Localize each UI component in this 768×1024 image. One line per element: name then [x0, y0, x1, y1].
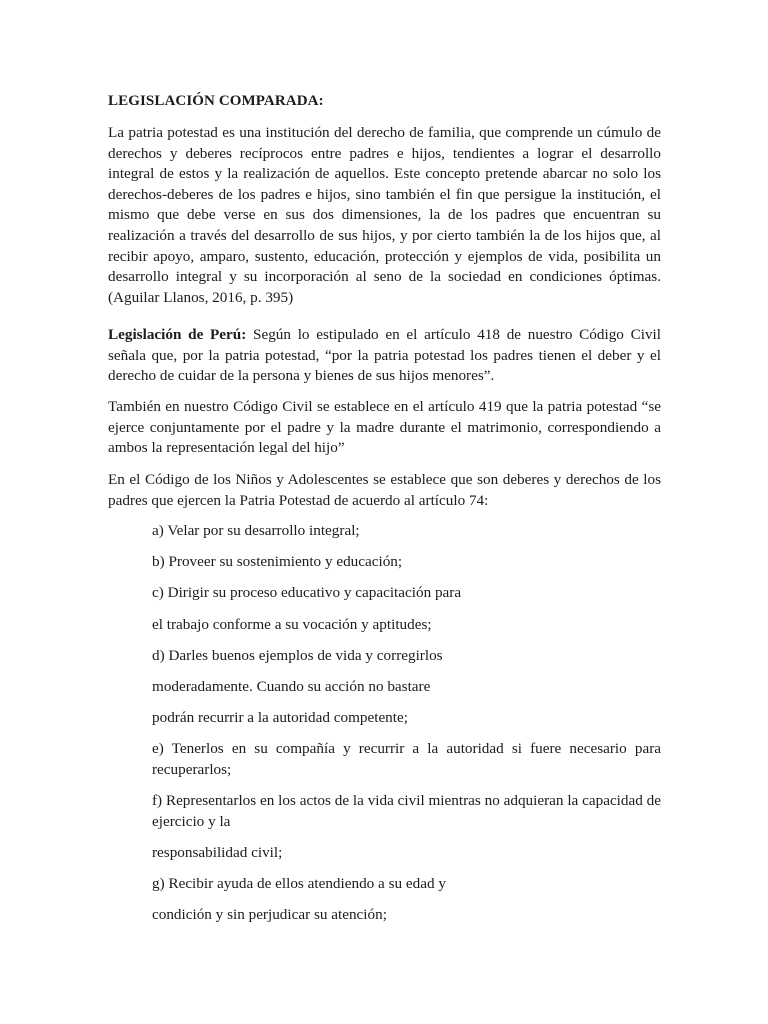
list-item-continuation: podrán recurrir a la autoridad competente;	[152, 709, 408, 726]
peru-legislation-text: Según lo estipulado en el artículo 418 de nuestro Código Civil señala que, por la patria potestad, “por la patria potestad los padres tienen el deber y el derecho de cuidar de la persona y bienes de sus hijos menores”.	[108, 326, 661, 385]
list-item: g) Recibir ayuda de ellos atendiendo a su edad y	[152, 875, 446, 892]
list-item-continuation: responsabilidad civil;	[152, 844, 283, 861]
article-419-paragraph: También en nuestro Código Civil se establece en el artículo 419 que la patria potestad “se ejerce conjuntamente por el padre y la madre durante el matrimonio, correspondiendo a ambos la representación legal del hijo”	[108, 398, 661, 457]
peru-legislation-label: Legislación de Perú:	[108, 326, 247, 343]
section-heading: LEGISLACIÓN COMPARADA:	[108, 93, 324, 109]
list-item-continuation: el trabajo conforme a su vocación y aptitudes;	[152, 616, 432, 633]
list-item-continuation: moderadamente. Cuando su acción no bastare	[152, 678, 431, 695]
list-item: d) Darles buenos ejemplos de vida y corregirlos	[152, 647, 443, 664]
list-item: c) Dirigir su proceso educativo y capacitación para	[152, 584, 462, 601]
peru-legislation-paragraph	[108, 325, 661, 387]
children-code-intro: En el Código de los Niños y Adolescentes se establece que son deberes y derechos de los padres que ejercen la Patria Potestad de acuerdo al artículo 74:	[108, 471, 661, 509]
intro-paragraph: La patria potestad es una institución del derecho de familia, que comprende un cúmulo de derechos y deberes recíprocos entre padres e hijos, tendientes a lograr el desarrollo integral de estos y la realización de aquellos. Este concepto pretende abarcar no solo los derechos-deberes de los padres e hijos, sino también el fin que persigue la institución, el mismo que debe verse en sus dos dimensiones, la de los padres que encuentran su realización a través del desarrollo de sus hijos, y por cierto también la de los hijos que, al recibir apoyo, amparo, sustento, educación, protección y ejemplos de vida, posibilita un desarrollo integral y su incorporación al seno de la sociedad en condiciones óptimas. (Aguilar Llanos, 2016, p. 395)	[108, 124, 661, 306]
list-item: a) Velar por su desarrollo integral;	[152, 522, 360, 539]
list-item: e) Tenerlos en su compañía y recurrir a la autoridad si fuere necesario para recuperarlos;	[152, 740, 661, 778]
list-item: b) Proveer su sostenimiento y educación;	[152, 553, 403, 570]
list-item: f) Representarlos en los actos de la vida civil mientras no adquieran la capacidad de ejercicio y la	[152, 792, 661, 830]
list-item-continuation: condición y sin perjudicar su atención;	[152, 906, 387, 923]
